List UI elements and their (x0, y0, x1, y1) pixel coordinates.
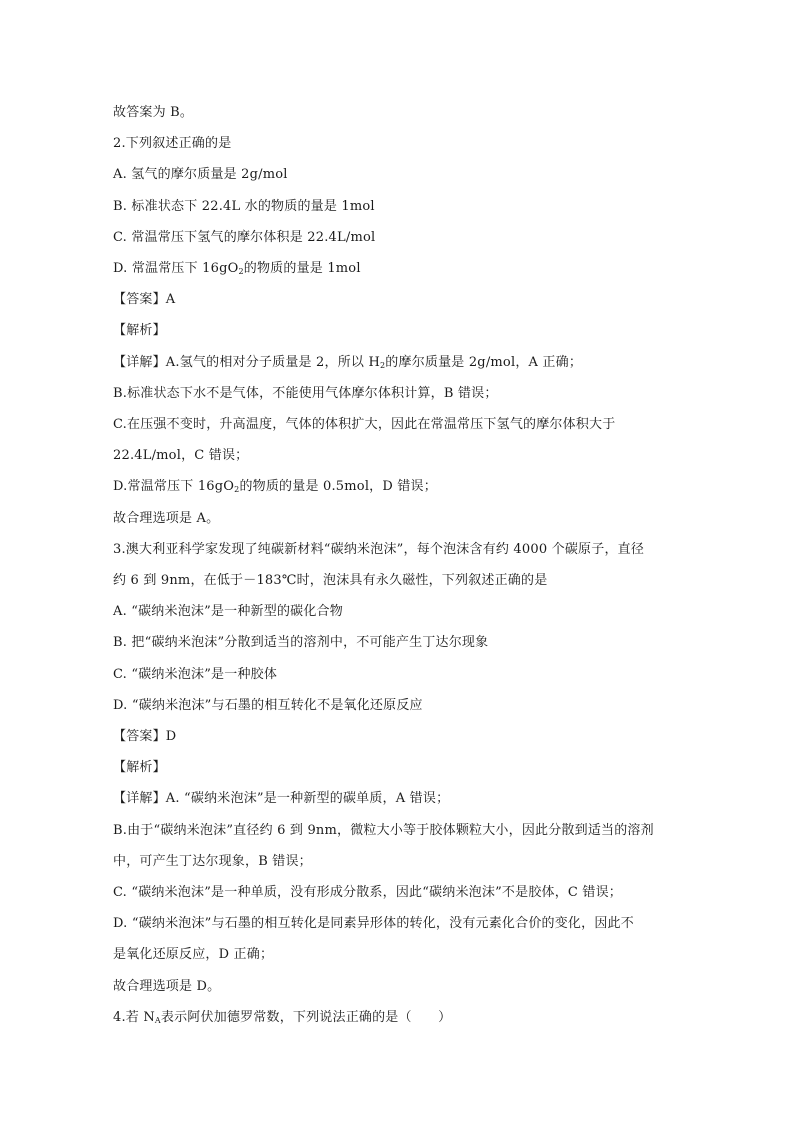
q3-option-d: D. “碳纳米泡沫”与石墨的相互转化不是氧化还原反应 (113, 698, 423, 713)
q3-answer: 【答案】D (113, 729, 177, 744)
q3-detail-d-line2: 是氧化还原反应，D 正确； (113, 947, 274, 962)
q2-option-c: C. 常温常压下氢气的摩尔体积是 22.4L/mol (113, 230, 376, 245)
question-3-stem-line2: 约 6 到 9nm，在低于－183℃时，泡沫具有永久磁性，下列叙述正确的是 (113, 573, 548, 588)
q3-detail-b-line2: 中，可产生丁达尔现象，B 错误； (113, 854, 312, 869)
conclusion-q1: 故答案为 B。 (113, 105, 194, 120)
q3-analysis-heading: 【解析】 (113, 760, 166, 775)
q3-detail-a: 【详解】A. “碳纳米泡沫”是一种新型的碳单质，A 错误； (113, 791, 450, 806)
q2-option-d: D. 常温常压下 $16gO_2$的物质的量是 1mol (113, 261, 361, 276)
q2-analysis-heading: 【解析】 (113, 323, 166, 338)
q2-detail-c-line2: 22.4L/mol，C 错误； (113, 448, 249, 463)
q3-option-a: A. “碳纳米泡沫”是一种新型的碳化合物 (113, 604, 343, 619)
q2-detail-d: D.常温常压下 $16gO_2$的物质的量是 0.5mol，D 错误； (113, 479, 437, 494)
q3-detail-d-line1: D. “碳纳米泡沫”与石墨的相互转化是同素异形体的转化，没有元素化合价的变化，因此不 (113, 916, 634, 931)
q2-option-b: B. 标准状态下 22.4L 水的物质的量是 1mol (113, 199, 375, 214)
q2-detail-c-line1: C.在压强不变时，升高温度，气体的体积扩大，因此在常温常压下氢气的摩尔体积大于 (113, 417, 616, 432)
question-2-stem: 2.下列叙述正确的是 (113, 136, 232, 151)
q2-option-a: A. 氢气的摩尔质量是 2g/mol (113, 167, 288, 182)
question-3-stem-line1: 3.澳大利亚科学家发现了纯碳新材料“碳纳米泡沫”，每个泡沫含有约 4000 个碳原子，直径 (113, 542, 645, 557)
q2-answer: 【答案】A (113, 292, 176, 307)
q3-option-c: C. “碳纳米泡沫”是一种胶体 (113, 667, 278, 682)
q2-detail-a: 【详解】A.氢气的相对分子质量是 2，所以 $H_2$的摩尔质量是 2g/mol，A 正确； (113, 355, 583, 370)
q3-detail-b-line1: B.由于“碳纳米泡沫”直径约 6 到 9nm，微粒大小等于胶体颗粒大小，因此分散到适当的溶剂 (113, 823, 654, 838)
q2-detail-b: B.标准状态下水不是气体，不能使用气体摩尔体积计算，B 错误； (113, 386, 498, 401)
question-4-stem: 4.若 $N_A$表示阿伏加德罗常数，下列说法正确的是（ ） (113, 1010, 452, 1025)
q3-conclusion: 故合理选项是 D。 (113, 979, 221, 994)
q3-detail-c: C. “碳纳米泡沫”是一种单质，没有形成分散系，因此“碳纳米泡沫”不是胶体，C 错误； (113, 885, 623, 900)
q3-option-b: B. 把“碳纳米泡沫”分散到适当的溶剂中，不可能产生丁达尔现象 (113, 635, 489, 650)
q2-conclusion: 故合理选项是 A。 (113, 511, 220, 526)
